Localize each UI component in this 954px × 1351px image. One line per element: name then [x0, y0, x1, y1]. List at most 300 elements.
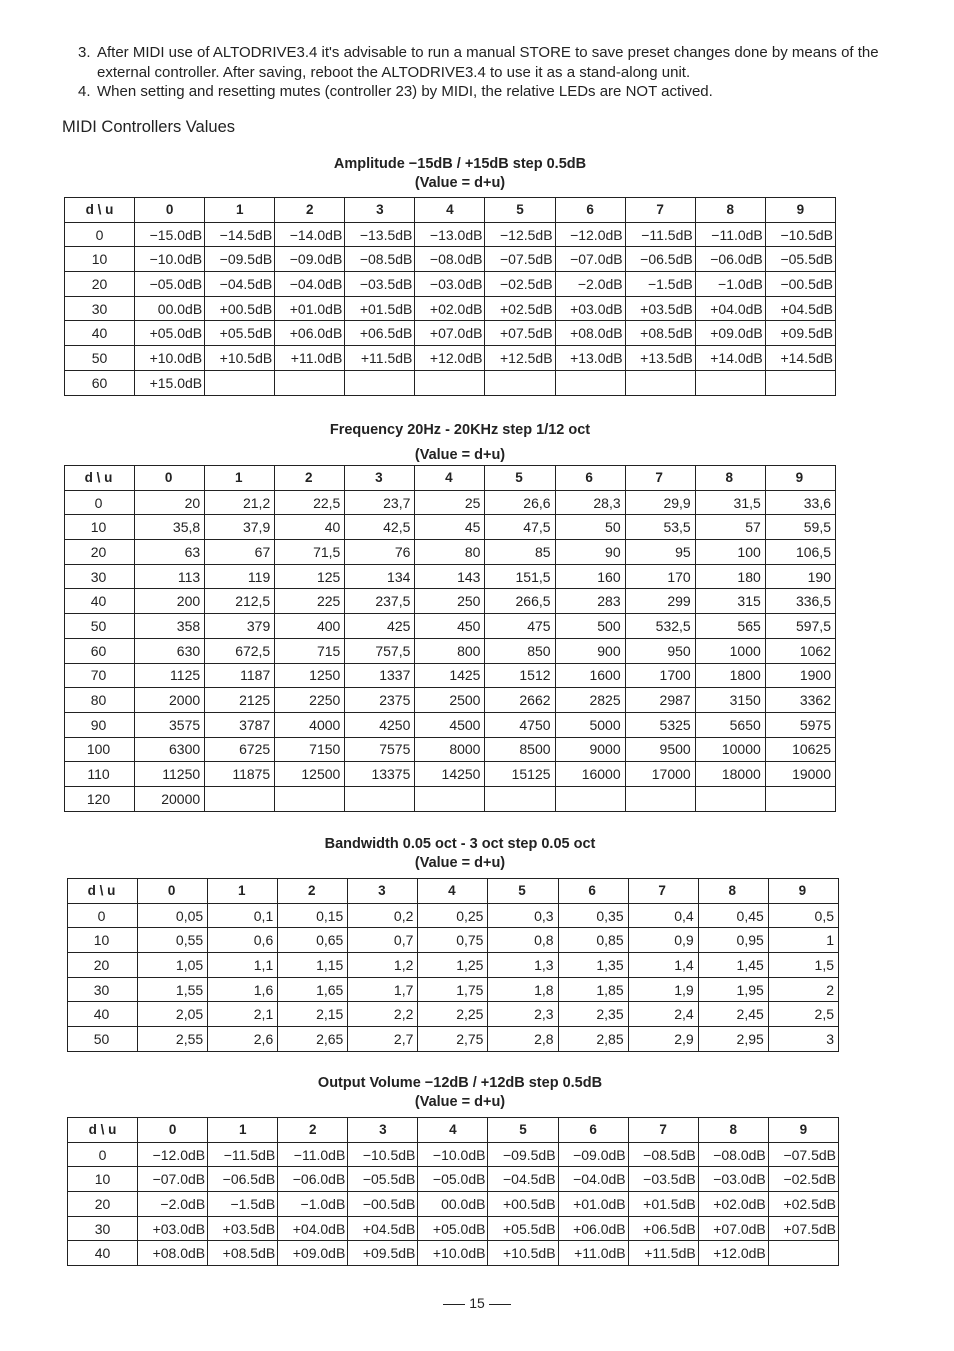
table-cell: 283 — [555, 589, 625, 614]
column-header: 3 — [345, 198, 415, 223]
table-cell: 2,8 — [488, 1027, 558, 1052]
table-cell: 0,85 — [558, 928, 628, 953]
table-cell: 630 — [135, 638, 205, 663]
table-row — [65, 638, 836, 663]
column-header: 9 — [765, 466, 835, 491]
table-cell — [345, 370, 415, 395]
table-header-row — [65, 466, 836, 491]
output-volume-table — [67, 1117, 839, 1266]
table-row — [65, 688, 836, 713]
column-header: 8 — [698, 1118, 768, 1143]
table-cell: 106,5 — [765, 540, 835, 565]
table-cell: 1800 — [695, 663, 765, 688]
table-cell: 151,5 — [485, 564, 555, 589]
table-cell: +04.5dB — [765, 296, 835, 321]
table-cell: 1,8 — [488, 977, 558, 1002]
table-cell: 134 — [345, 564, 415, 589]
table-cell: 0,15 — [278, 903, 348, 928]
table-row — [65, 712, 836, 737]
notes-list — [78, 43, 918, 102]
table-cell: 1125 — [135, 663, 205, 688]
column-header: 2 — [278, 1118, 348, 1143]
table-cell: 1,65 — [278, 977, 348, 1002]
table-cell: +04.5dB — [348, 1216, 418, 1241]
row-header-cell: 60 — [65, 370, 135, 395]
table-cell: +10.5dB — [488, 1241, 558, 1266]
table-cell: 2000 — [135, 688, 205, 713]
table-cell: 28,3 — [555, 490, 625, 515]
table-cell: 143 — [415, 564, 485, 589]
table-cell: 336,5 — [765, 589, 835, 614]
table-row — [65, 589, 836, 614]
table-cell — [625, 786, 695, 811]
table-cell — [275, 786, 345, 811]
table-cell: +08.5dB — [625, 321, 695, 346]
amplitude-subtitle: (Value = d+u) — [414, 175, 506, 191]
row-header-cell: 40 — [68, 1241, 138, 1266]
table-row — [65, 272, 836, 297]
table-cell: −13.5dB — [345, 222, 415, 247]
table-cell: 19000 — [765, 762, 835, 787]
column-header: 8 — [698, 879, 768, 904]
column-header: 0 — [138, 1118, 208, 1143]
table-cell: 1000 — [695, 638, 765, 663]
table-cell: +06.5dB — [628, 1216, 698, 1241]
table-cell: 5975 — [765, 712, 835, 737]
table-cell: −06.5dB — [625, 247, 695, 272]
table-cell: 76 — [345, 540, 415, 565]
table-cell: +15.0dB — [135, 370, 205, 395]
table-cell: 237,5 — [345, 589, 415, 614]
table-row — [68, 1167, 839, 1192]
table-cell: −11.5dB — [208, 1142, 278, 1167]
row-header-cell: 0 — [65, 222, 135, 247]
table-cell: 2,7 — [348, 1027, 418, 1052]
table-row — [68, 1002, 839, 1027]
table-row — [68, 1241, 839, 1266]
table-cell: 757,5 — [345, 638, 415, 663]
table-cell: 21,2 — [205, 490, 275, 515]
table-cell: 597,5 — [765, 614, 835, 639]
column-header: 6 — [558, 879, 628, 904]
table-cell: 4750 — [485, 712, 555, 737]
table-cell: 1 — [768, 928, 838, 953]
table-cell: 13375 — [345, 762, 415, 787]
table-cell: +11.5dB — [345, 346, 415, 371]
table-cell: +06.0dB — [558, 1216, 628, 1241]
table-cell: +05.5dB — [205, 321, 275, 346]
table-cell: 00.0dB — [418, 1192, 488, 1217]
table-cell: 2,85 — [558, 1027, 628, 1052]
column-header: 6 — [555, 466, 625, 491]
table-row — [68, 1027, 839, 1052]
column-header: d \ u — [65, 466, 135, 491]
table-cell: 0,5 — [768, 903, 838, 928]
row-header-cell: 40 — [68, 1002, 138, 1027]
table-cell: 0,2 — [348, 903, 418, 928]
table-header-row — [68, 879, 839, 904]
table-cell: 5650 — [695, 712, 765, 737]
table-cell: 0,75 — [418, 928, 488, 953]
table-cell: 1,35 — [558, 953, 628, 978]
table-cell: −11.5dB — [625, 222, 695, 247]
table-cell: 16000 — [555, 762, 625, 787]
table-cell — [415, 786, 485, 811]
table-cell: −06.0dB — [278, 1167, 348, 1192]
table-cell: 20000 — [135, 786, 205, 811]
table-cell: −04.0dB — [558, 1167, 628, 1192]
table-cell: 42,5 — [345, 515, 415, 540]
table-cell: 450 — [415, 614, 485, 639]
table-cell: −12.5dB — [485, 222, 555, 247]
column-header: 0 — [135, 198, 205, 223]
table-row — [65, 490, 836, 515]
table-cell: 2,65 — [278, 1027, 348, 1052]
table-cell: 379 — [205, 614, 275, 639]
table-cell: 1,1 — [208, 953, 278, 978]
table-cell: 475 — [485, 614, 555, 639]
table-cell: 23,7 — [345, 490, 415, 515]
table-cell: 53,5 — [625, 515, 695, 540]
table-cell: −03.0dB — [698, 1167, 768, 1192]
table-cell: +09.5dB — [348, 1241, 418, 1266]
table-cell: −07.0dB — [138, 1167, 208, 1192]
table-header-row — [65, 198, 836, 223]
table-cell: 17000 — [625, 762, 695, 787]
table-row — [65, 540, 836, 565]
row-header-cell: 20 — [68, 953, 138, 978]
table-cell: −05.5dB — [765, 247, 835, 272]
table-cell: 22,5 — [275, 490, 345, 515]
row-header-cell: 10 — [68, 1167, 138, 1192]
table-cell: +11.0dB — [275, 346, 345, 371]
table-cell: +03.5dB — [625, 296, 695, 321]
column-header: 9 — [768, 1118, 838, 1143]
table-cell: +05.0dB — [418, 1216, 488, 1241]
table-cell: 9000 — [555, 737, 625, 762]
output-title: Output Volume −12dB / +12dB step 0.5dB — [317, 1075, 603, 1091]
table-cell: 18000 — [695, 762, 765, 787]
table-header-row — [68, 1118, 839, 1143]
table-cell: +03.0dB — [555, 296, 625, 321]
table-row — [68, 1216, 839, 1241]
table-cell: −15.0dB — [135, 222, 205, 247]
table-cell: 400 — [275, 614, 345, 639]
table-cell: +09.5dB — [765, 321, 835, 346]
page-number: 15 — [469, 1295, 485, 1311]
table-cell — [205, 370, 275, 395]
table-cell — [555, 370, 625, 395]
table-cell: 2662 — [485, 688, 555, 713]
table-cell: −10.0dB — [135, 247, 205, 272]
table-cell — [765, 370, 835, 395]
table-cell: −09.5dB — [488, 1142, 558, 1167]
table-cell: 26,6 — [485, 490, 555, 515]
amplitude-title: Amplitude −15dB / +15dB step 0.5dB — [333, 156, 587, 172]
table-cell: −09.0dB — [558, 1142, 628, 1167]
table-row — [65, 762, 836, 787]
table-cell: 1,25 — [418, 953, 488, 978]
table-cell: 2,45 — [698, 1002, 768, 1027]
table-cell: −08.0dB — [415, 247, 485, 272]
table-cell: 2375 — [345, 688, 415, 713]
bandwidth-subtitle: (Value = d+u) — [414, 855, 506, 871]
row-header-cell: 20 — [68, 1192, 138, 1217]
table-cell: 200 — [135, 589, 205, 614]
table-cell: 0,05 — [138, 903, 208, 928]
column-header: 3 — [348, 879, 418, 904]
table-cell: 0,4 — [628, 903, 698, 928]
table-cell: −09.0dB — [275, 247, 345, 272]
table-cell: +02.5dB — [768, 1192, 838, 1217]
table-cell: −11.0dB — [278, 1142, 348, 1167]
table-row — [68, 903, 839, 928]
table-cell: 0,55 — [138, 928, 208, 953]
table-cell: 950 — [625, 638, 695, 663]
table-cell: −1.0dB — [278, 1192, 348, 1217]
table-cell: +12.0dB — [698, 1241, 768, 1266]
column-header: 3 — [345, 466, 415, 491]
table-cell: −07.5dB — [768, 1142, 838, 1167]
table-cell: −1.5dB — [625, 272, 695, 297]
table-cell: 12500 — [275, 762, 345, 787]
table-cell: 5000 — [555, 712, 625, 737]
bandwidth-title: Bandwidth 0.05 oct - 3 oct step 0.05 oct — [324, 836, 596, 852]
table-cell — [695, 786, 765, 811]
table-cell: 715 — [275, 638, 345, 663]
table-cell: 565 — [695, 614, 765, 639]
column-header: 2 — [275, 466, 345, 491]
column-header: 6 — [555, 198, 625, 223]
table-cell: 31,5 — [695, 490, 765, 515]
table-cell: −12.0dB — [555, 222, 625, 247]
table-cell: 532,5 — [625, 614, 695, 639]
table-row — [65, 370, 836, 395]
table-cell: 160 — [555, 564, 625, 589]
table-row — [68, 928, 839, 953]
table-cell: −12.0dB — [138, 1142, 208, 1167]
footer-rule — [443, 1304, 465, 1305]
table-cell: −07.0dB — [555, 247, 625, 272]
table-cell: −04.5dB — [488, 1167, 558, 1192]
table-cell: +11.0dB — [558, 1241, 628, 1266]
table-cell: −03.5dB — [345, 272, 415, 297]
table-cell — [555, 786, 625, 811]
table-cell: 0,7 — [348, 928, 418, 953]
row-header-cell: 30 — [65, 564, 135, 589]
table-cell: 2,25 — [418, 1002, 488, 1027]
frequency-title: Frequency 20Hz - 20KHz step 1/12 oct — [329, 422, 591, 438]
table-cell: 190 — [765, 564, 835, 589]
table-cell: 1700 — [625, 663, 695, 688]
table-cell: 358 — [135, 614, 205, 639]
column-header: d \ u — [68, 1118, 138, 1143]
table-cell: 11875 — [205, 762, 275, 787]
frequency-caption — [60, 418, 860, 468]
row-header-cell: 60 — [65, 638, 135, 663]
column-header: 0 — [135, 466, 205, 491]
table-cell: +01.5dB — [345, 296, 415, 321]
table-row — [65, 296, 836, 321]
row-header-cell: 10 — [65, 515, 135, 540]
column-header: 4 — [415, 198, 485, 223]
table-cell — [485, 786, 555, 811]
column-header: 1 — [205, 466, 275, 491]
table-cell: 3362 — [765, 688, 835, 713]
table-cell: 14250 — [415, 762, 485, 787]
table-cell: 2,55 — [138, 1027, 208, 1052]
table-cell: 1,85 — [558, 977, 628, 1002]
row-header-cell: 10 — [68, 928, 138, 953]
table-cell: 1,45 — [698, 953, 768, 978]
table-cell: 2,4 — [628, 1002, 698, 1027]
table-cell: +07.0dB — [698, 1216, 768, 1241]
table-cell: +09.0dB — [278, 1241, 348, 1266]
table-row — [65, 737, 836, 762]
table-cell: 3150 — [695, 688, 765, 713]
table-cell: 11250 — [135, 762, 205, 787]
table-row — [65, 346, 836, 371]
row-header-cell: 50 — [68, 1027, 138, 1052]
table-cell: 0,45 — [698, 903, 768, 928]
column-header: d \ u — [65, 198, 135, 223]
column-header: 3 — [348, 1118, 418, 1143]
table-cell: +06.5dB — [345, 321, 415, 346]
table-cell: 1,15 — [278, 953, 348, 978]
table-cell: 2,2 — [348, 1002, 418, 1027]
table-cell: 0,1 — [208, 903, 278, 928]
row-header-cell: 30 — [65, 296, 135, 321]
table-cell: 35,8 — [135, 515, 205, 540]
table-cell: 2125 — [205, 688, 275, 713]
table-cell: −10.5dB — [348, 1142, 418, 1167]
table-cell: 1,95 — [698, 977, 768, 1002]
table-cell: −00.5dB — [348, 1192, 418, 1217]
table-cell: 3 — [768, 1027, 838, 1052]
table-cell: 500 — [555, 614, 625, 639]
output-caption — [60, 1074, 860, 1112]
table-cell: −04.0dB — [275, 272, 345, 297]
table-cell: +08.5dB — [208, 1241, 278, 1266]
table-cell: +03.5dB — [208, 1216, 278, 1241]
column-header: 2 — [275, 198, 345, 223]
output-subtitle: (Value = d+u) — [414, 1094, 506, 1110]
table-cell: 1,2 — [348, 953, 418, 978]
table-cell: +12.0dB — [415, 346, 485, 371]
table-cell: −07.5dB — [485, 247, 555, 272]
table-cell: −14.0dB — [275, 222, 345, 247]
table-cell: +10.5dB — [205, 346, 275, 371]
table-cell: +01.0dB — [275, 296, 345, 321]
table-cell: −08.5dB — [628, 1142, 698, 1167]
column-header: 7 — [625, 198, 695, 223]
table-cell: +01.0dB — [558, 1192, 628, 1217]
table-cell: 1,55 — [138, 977, 208, 1002]
table-cell: +11.5dB — [628, 1241, 698, 1266]
table-row — [65, 321, 836, 346]
table-row — [65, 515, 836, 540]
row-header-cell: 100 — [65, 737, 135, 762]
frequency-subtitle: (Value = d+u) — [414, 447, 506, 463]
table-cell: 8500 — [485, 737, 555, 762]
table-cell: −2.0dB — [138, 1192, 208, 1217]
table-cell: 3787 — [205, 712, 275, 737]
table-cell: −2.0dB — [555, 272, 625, 297]
table-cell: 2,95 — [698, 1027, 768, 1052]
table-cell: 1600 — [555, 663, 625, 688]
note-item — [78, 43, 918, 82]
table-cell: −14.5dB — [205, 222, 275, 247]
table-cell: −05.0dB — [418, 1167, 488, 1192]
table-cell: 25 — [415, 490, 485, 515]
table-cell: 2987 — [625, 688, 695, 713]
table-cell: +13.5dB — [625, 346, 695, 371]
table-cell: −00.5dB — [765, 272, 835, 297]
column-header: 9 — [765, 198, 835, 223]
table-cell: 4500 — [415, 712, 485, 737]
table-cell: 125 — [275, 564, 345, 589]
table-row — [65, 247, 836, 272]
table-cell: 299 — [625, 589, 695, 614]
table-cell: 4000 — [275, 712, 345, 737]
table-cell — [765, 786, 835, 811]
column-header: 8 — [695, 466, 765, 491]
table-cell: 170 — [625, 564, 695, 589]
table-cell: 425 — [345, 614, 415, 639]
section-heading: MIDI Controllers Values — [62, 118, 236, 136]
table-cell: 672,5 — [205, 638, 275, 663]
table-cell: 57 — [695, 515, 765, 540]
table-cell: −06.0dB — [695, 247, 765, 272]
table-cell: −1.5dB — [208, 1192, 278, 1217]
table-cell: −10.0dB — [418, 1142, 488, 1167]
table-cell: 1,4 — [628, 953, 698, 978]
table-cell: 2,75 — [418, 1027, 488, 1052]
column-header: 0 — [138, 879, 208, 904]
table-row — [68, 1192, 839, 1217]
table-cell: 6725 — [205, 737, 275, 762]
table-cell: 250 — [415, 589, 485, 614]
table-cell: 1250 — [275, 663, 345, 688]
table-cell: +06.0dB — [275, 321, 345, 346]
table-cell: 0,3 — [488, 903, 558, 928]
table-cell: 2250 — [275, 688, 345, 713]
column-header: 1 — [208, 879, 278, 904]
table-cell: +04.0dB — [695, 296, 765, 321]
column-header: 2 — [278, 879, 348, 904]
table-cell: 266,5 — [485, 589, 555, 614]
table-cell: +07.5dB — [768, 1216, 838, 1241]
table-cell: 1,05 — [138, 953, 208, 978]
table-cell: +03.0dB — [138, 1216, 208, 1241]
table-cell: 1337 — [345, 663, 415, 688]
table-cell: 80 — [415, 540, 485, 565]
row-header-cell: 120 — [65, 786, 135, 811]
table-cell: 1900 — [765, 663, 835, 688]
table-cell: 1062 — [765, 638, 835, 663]
table-cell — [695, 370, 765, 395]
row-header-cell: 0 — [68, 903, 138, 928]
table-cell: 90 — [555, 540, 625, 565]
table-cell: 113 — [135, 564, 205, 589]
table-cell: 0,9 — [628, 928, 698, 953]
note-item — [78, 82, 918, 102]
table-cell: 1,3 — [488, 953, 558, 978]
row-header-cell: 50 — [65, 614, 135, 639]
table-cell: +10.0dB — [418, 1241, 488, 1266]
table-cell: 0,6 — [208, 928, 278, 953]
table-cell: −05.5dB — [348, 1167, 418, 1192]
